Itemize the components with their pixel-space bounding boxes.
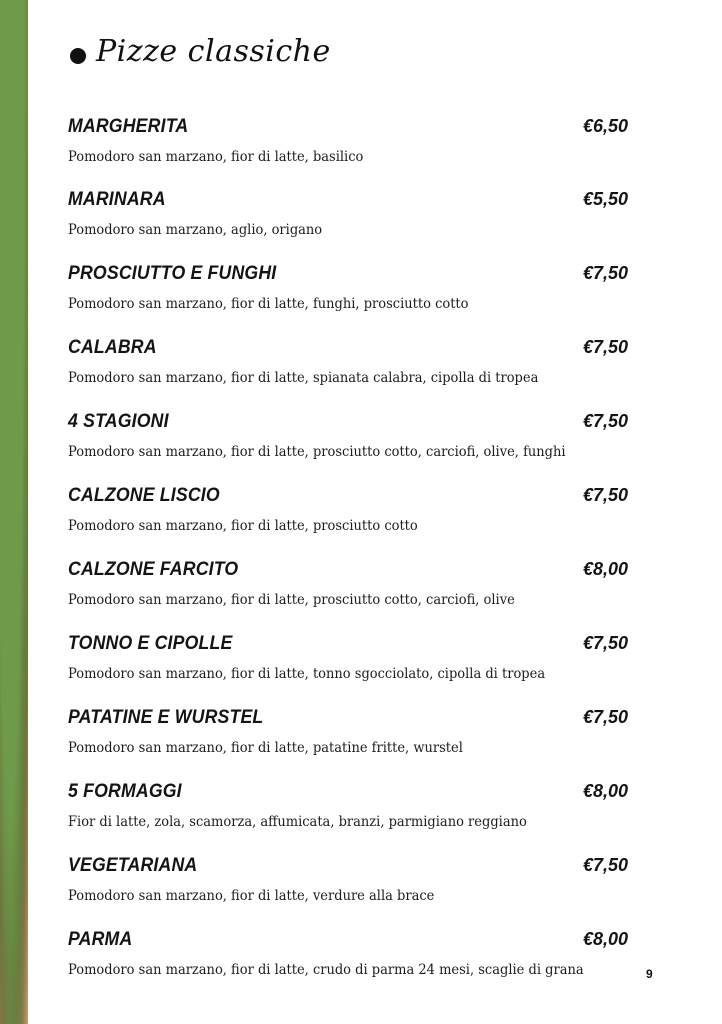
item-price: €7,50 — [582, 855, 628, 875]
menu-item-calabra — [68, 337, 628, 407]
item-name: MARINARA — [68, 189, 166, 210]
item-name: 5 FORMAGGI — [68, 781, 182, 802]
menu-item-calzone-liscio — [68, 485, 628, 555]
item-name: TONNO E CIPOLLE — [68, 633, 233, 654]
item-name: CALABRA — [68, 337, 157, 358]
item-description: Pomodoro san marzano, fior di latte, tonno sgocciolato, cipolla di tropea — [68, 666, 546, 682]
item-name: CALZONE FARCITO — [68, 559, 239, 580]
item-name: VEGETARIANA — [68, 855, 198, 876]
item-price: €7,50 — [582, 485, 628, 505]
item-price: €8,00 — [582, 929, 628, 949]
bullet-icon — [70, 48, 86, 64]
item-description: Pomodoro san marzano, fior di latte, basilico — [68, 149, 364, 165]
item-description: Pomodoro san marzano, fior di latte, prosciutto cotto, carciofi, olive — [68, 592, 515, 608]
item-name: PATATINE E WURSTEL — [68, 707, 264, 728]
item-name: MARGHERITA — [68, 116, 189, 137]
item-price: €7,50 — [582, 263, 628, 283]
menu-page — [28, 0, 722, 1024]
menu-item-patatine-e-wurstel — [68, 707, 628, 777]
menu-item-margherita — [68, 116, 628, 186]
item-description: Pomodoro san marzano, fior di latte, prosciutto cotto, carciofi, olive, funghi — [68, 444, 566, 460]
item-description: Pomodoro san marzano, fior di latte, verdure alla brace — [68, 888, 435, 904]
item-description: Pomodoro san marzano, aglio, origano — [68, 222, 323, 238]
menu-item-calzone-farcito — [68, 559, 628, 629]
menu-item-vegetariana — [68, 855, 628, 925]
item-name: 4 STAGIONI — [68, 411, 169, 432]
menu-item-prosciutto-e-funghi — [68, 263, 628, 333]
page-number: 9 — [646, 967, 653, 981]
item-price: €5,50 — [582, 189, 628, 209]
menu-item-parma — [68, 929, 628, 999]
item-description: Pomodoro san marzano, fior di latte, spianata calabra, cipolla di tropea — [68, 370, 539, 386]
item-price: €7,50 — [582, 411, 628, 431]
item-price: €7,50 — [582, 707, 628, 727]
item-description: Pomodoro san marzano, fior di latte, patatine fritte, wurstel — [68, 740, 463, 756]
menu-item-5-formaggi — [68, 781, 628, 851]
menu-item-tonno-e-cipolle — [68, 633, 628, 703]
section-heading — [70, 34, 331, 69]
menu-item-4-stagioni — [68, 411, 628, 481]
item-price: €6,50 — [582, 116, 628, 136]
item-price: €7,50 — [582, 633, 628, 653]
item-description: Pomodoro san marzano, fior di latte, prosciutto cotto — [68, 518, 418, 534]
item-description: Pomodoro san marzano, fior di latte, funghi, prosciutto cotto — [68, 296, 469, 312]
item-name: PROSCIUTTO E FUNGHI — [68, 263, 277, 284]
item-description: Fior di latte, zola, scamorza, affumicata, branzi, parmigiano reggiano — [68, 814, 527, 830]
food-photo-strip — [0, 0, 28, 1024]
item-price: €8,00 — [582, 781, 628, 801]
section-title: Pizze classiche — [96, 34, 331, 69]
item-description: Pomodoro san marzano, fior di latte, crudo di parma 24 mesi, scaglie di grana — [68, 962, 584, 978]
menu-item-marinara — [68, 189, 628, 259]
item-name: CALZONE LISCIO — [68, 485, 220, 506]
item-price: €7,50 — [582, 337, 628, 357]
item-price: €8,00 — [582, 559, 628, 579]
item-name: PARMA — [68, 929, 133, 950]
